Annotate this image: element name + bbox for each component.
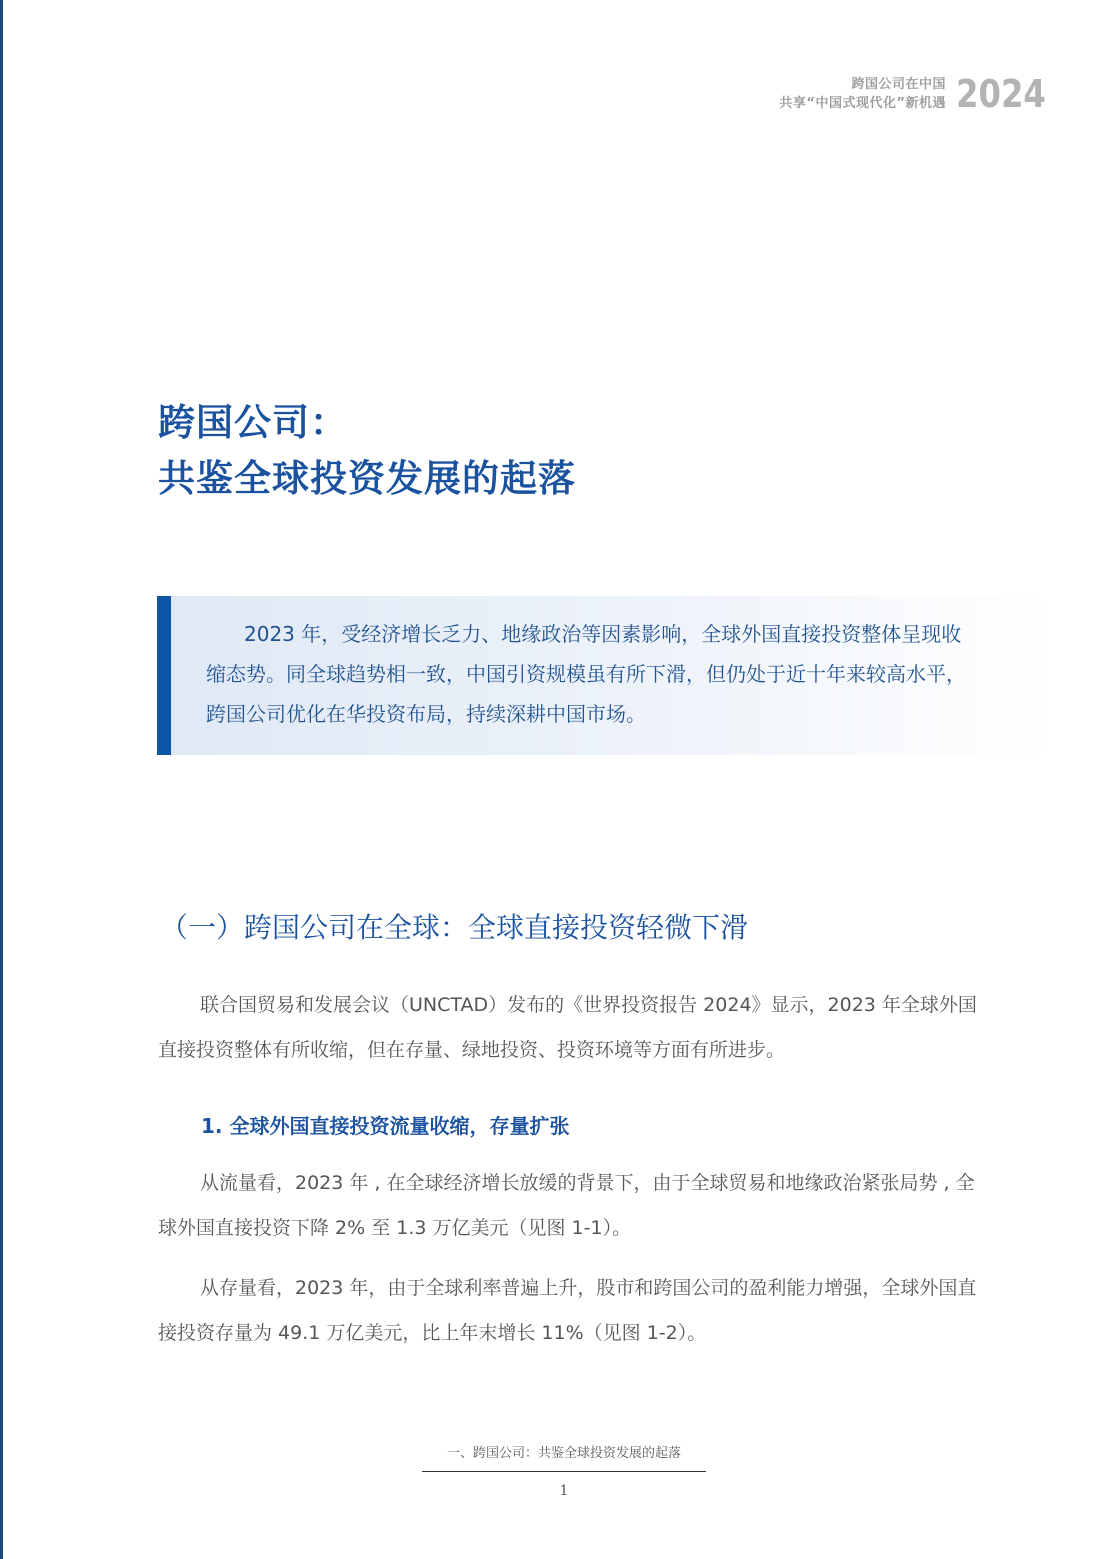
flow-paragraph: 从流量看，2023 年 , 在全球经济增长放缓的背景下，由于全球贸易和地缘政治紧张局势 , 全球外国直接投资下降 2% 至 1.3 万亿美元（见图 1-1）。: [158, 1172, 975, 1239]
chapter-title: [158, 395, 576, 507]
header-line-2: 共享“中国式现代化”新机遇: [779, 96, 946, 111]
summary-accent-bar: [157, 596, 171, 755]
header-text-block: [779, 75, 946, 113]
left-edge-rule: [0, 0, 3, 1559]
section-heading: （一）跨国公司在全球：全球直接投资轻微下滑: [160, 911, 749, 944]
footer-chapter-label: 一、跨国公司：共鉴全球投资发展的起落: [422, 1441, 706, 1472]
header-line-1: 跨国公司在中国: [851, 77, 946, 92]
summary-callout: [157, 596, 1055, 755]
stock-paragraph: 从存量看，2023 年，由于全球利率普遍上升，股市和跨国公司的盈利能力增强，全球外国直接投资存量为 49.1 万亿美元，比上年末增长 11%（见图 1-2）。: [158, 1277, 977, 1344]
summary-text: 2023 年，受经济增长乏力、地缘政治等因素影响，全球外国直接投资整体呈现收缩态势。同全球趋势相一致，中国引资规模虽有所下滑，但仍处于近十年来较高水平，跨国公司优化在华投资布局，持续深耕中国市场。: [206, 622, 966, 726]
header-year: 2024: [956, 72, 1046, 116]
subsection-heading: 1. 全球外国直接投资流量收缩，存量扩张: [201, 1114, 570, 1138]
running-header: [779, 72, 1046, 116]
chapter-title-line-1: 跨国公司：: [158, 401, 348, 444]
page-number: 1: [559, 1483, 569, 1499]
page-footer: [422, 1441, 706, 1500]
chapter-title-line-2: 共鉴全球投资发展的起落: [158, 457, 576, 500]
intro-paragraph: 联合国贸易和发展会议（UNCTAD）发布的《世界投资报告 2024》显示，2023 年全球外国直接投资整体有所收缩，但在存量、绿地投资、投资环境等方面有所进步。: [158, 994, 977, 1061]
